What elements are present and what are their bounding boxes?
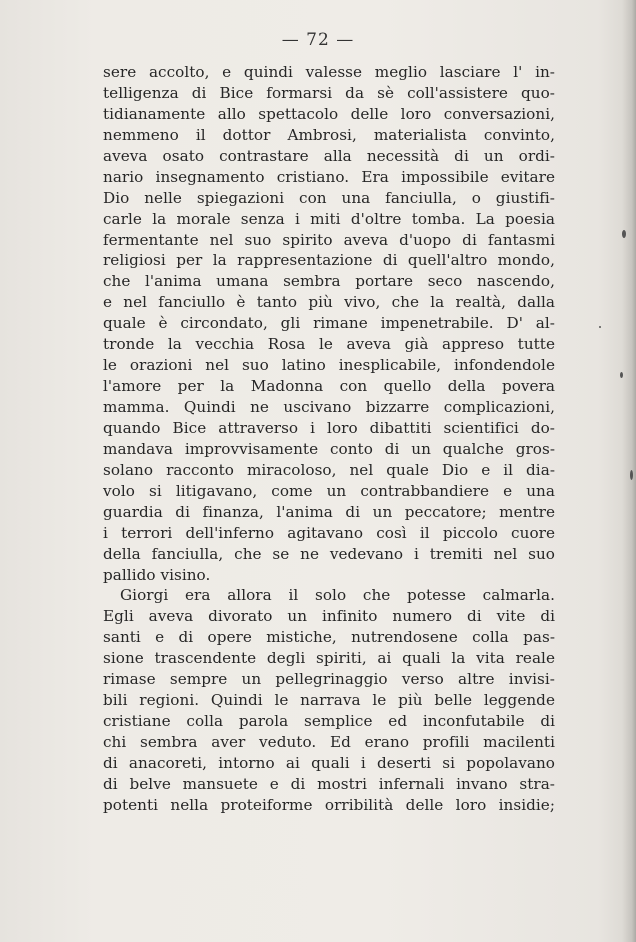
text-line: potenti nella proteiforme orribilità delle loro insidie; <box>103 795 555 814</box>
text-line: di belve mansuete e di mostri infernali invano stra- <box>103 774 555 793</box>
text-line: quando Bice attraverso i loro dibattiti scientifici do- <box>103 418 555 437</box>
paper-speck <box>599 326 601 328</box>
text-line: quale è circondato, gli rimane impenetrabile. D' al- <box>103 314 555 333</box>
text-line: santi e di opere mistiche, nutrendosene colla pas- <box>103 628 555 647</box>
paragraph-start-line: Giorgi era allora il solo che potesse calmarla. <box>120 586 555 605</box>
text-line: i terrori dell'inferno agitavano così il piccolo cuore <box>103 523 555 542</box>
text-line: chi sembra aver veduto. Ed erano profili macilenti <box>103 733 555 751</box>
text-line: tronde la vecchia Rosa le aveva già appreso tutte <box>103 335 555 354</box>
text-line: guardia di finanza, l'anima di un peccatore; mentre <box>103 502 555 521</box>
paragraph-end-line: pallido visino. <box>103 565 211 584</box>
paper-speck <box>630 470 633 480</box>
text-line: aveva osato contrastare alla necessità di un ordi- <box>103 146 555 165</box>
text-line: solano racconto miracoloso, nel quale Dio e il dia- <box>103 460 555 479</box>
page-number: — 72 — <box>281 30 355 50</box>
text-line: mandava improvvisamente conto di un qualche gros- <box>103 439 555 458</box>
text-line: telligenza di Bice formarsi da sè coll'assistere quo- <box>103 83 555 102</box>
page-edge-shadow <box>622 0 636 942</box>
text-line: e nel fanciullo è tanto più vivo, che la realtà, dalla <box>103 293 555 312</box>
text-line: sere accolto, e quindi valesse meglio lasciare l' in- <box>103 63 555 81</box>
paper-speck <box>622 230 626 238</box>
text-line: che l'anima umana sembra portare seco nascendo, <box>103 272 555 291</box>
text-line: l'amore per la Madonna con quello della povera <box>103 377 555 396</box>
text-line: rimase sempre un pellegrinaggio verso altre invisi- <box>103 670 555 689</box>
text-line: mamma. Quindi ne uscivano bizzarre complicazioni, <box>103 398 555 416</box>
text-line: sione trascendente degli spiriti, ai quali la vita reale <box>103 649 555 668</box>
text-line: religiosi per la rappresentazione di quell'altro mondo, <box>103 251 555 270</box>
text-line: cristiane colla parola semplice ed inconfutabile di <box>103 712 555 731</box>
text-line: le orazioni nel suo latino inesplicabile, infondendole <box>103 356 555 375</box>
text-line: bili regioni. Quindi le narrava le più belle leggende <box>103 691 555 710</box>
text-line: fermentante nel suo spirito aveva d'uopo di fantasmi <box>103 230 555 249</box>
text-line: carle la morale senza i miti d'oltre tomba. La poesia <box>103 209 555 228</box>
text-line: Egli aveva divorato un infinito numero di vite di <box>103 607 555 626</box>
text-line: della fanciulla, che se ne vedevano i tremiti nel suo <box>103 544 555 563</box>
text-line: nemmeno il dottor Ambrosi, materialista convinto, <box>103 125 555 144</box>
text-line: Dio nelle spiegazioni con una fanciulla, o giustifi- <box>103 188 555 207</box>
text-line: volo si litigavano, come un contrabbandiere e una <box>103 481 555 500</box>
text-line: di anacoreti, intorno ai quali i deserti si popolavano <box>103 753 555 772</box>
text-line: nario insegnamento cristiano. Era impossibile evitare <box>103 167 555 186</box>
text-line: tidianamente allo spettacolo delle loro conversazioni, <box>103 104 555 123</box>
paper-speck <box>620 372 623 378</box>
body-text <box>103 62 555 816</box>
